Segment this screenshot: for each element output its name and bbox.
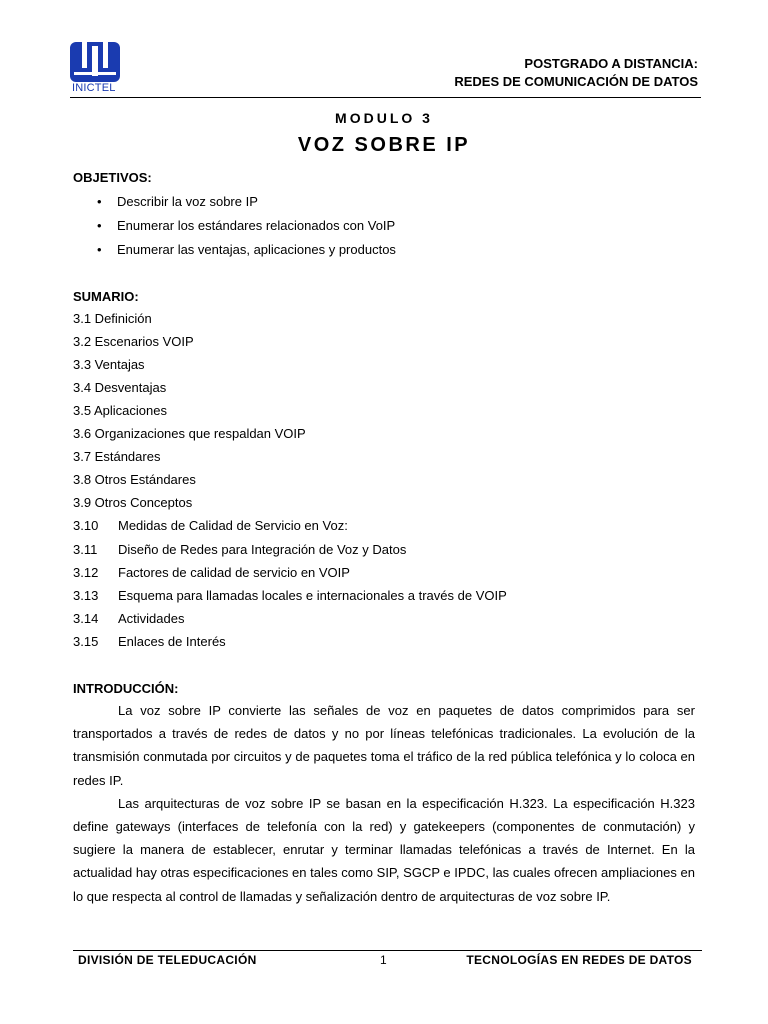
summary-item: 3.14 Actividades	[73, 611, 185, 626]
footer-divider	[73, 950, 702, 951]
summary-item: 3.15 Enlaces de Interés	[73, 634, 226, 649]
header-course: REDES DE COMUNICACIÓN DE DATOS	[454, 74, 698, 89]
summary-item: 3.8 Otros Estándares	[73, 472, 196, 487]
summary-item: 3.12 Factores de calidad de servicio en VOIP	[73, 565, 350, 580]
header-divider	[70, 97, 701, 98]
introduction-body	[73, 699, 695, 908]
summary-item: 3.4 Desventajas	[73, 380, 167, 395]
objective-item: • Describir la voz sobre IP	[97, 194, 258, 209]
objectives-heading: OBJETIVOS:	[73, 170, 152, 185]
summary-item: 3.11 Diseño de Redes para Integración de Voz y Datos	[73, 542, 407, 557]
footer-division: DIVISIÓN DE TELEDUCACIÓN	[78, 953, 257, 967]
module-title: MODULO 3	[335, 110, 433, 126]
summary-item: 3.3 Ventajas	[73, 357, 145, 372]
summary-item: 3.13 Esquema para llamadas locales e internacionales a través de VOIP	[73, 588, 507, 603]
summary-item: 3.7 Estándares	[73, 449, 161, 464]
summary-item: 3.6 Organizaciones que respaldan VOIP	[73, 426, 306, 441]
summary-item: 3.5 Aplicaciones	[73, 403, 167, 418]
paragraph: La voz sobre IP convierte las señales de voz en paquetes de datos comprimidos para ser transportados a través de redes de datos y no por líneas telefónicas tradicionales. La evolución de la transmisión conmutada por circuitos y de paquetes toma el tráfico de la red pública telefónica y lo coloca en redes IP.	[73, 703, 695, 788]
summary-item: 3.2 Escenarios VOIP	[73, 334, 194, 349]
introduction-heading: INTRODUCCIÓN:	[73, 681, 179, 696]
objective-item: • Enumerar los estándares relacionados con VoIP	[97, 218, 396, 233]
logo-text: INICTEL	[72, 82, 116, 94]
summary-item: 3.1 Definición	[73, 311, 152, 326]
page-number: 1	[380, 953, 387, 967]
header-program: POSTGRADO A DISTANCIA:	[524, 56, 698, 71]
footer-course: TECNOLOGÍAS EN REDES DE DATOS	[466, 953, 692, 967]
summary-item: 3.10 Medidas de Calidad de Servicio en Voz:	[73, 518, 348, 533]
paragraph: Las arquitecturas de voz sobre IP se basan en la especificación H.323. La especificación H.323 define gateways (interfaces de telefonía con la red) y gatekeepers (componentes de conmutación) y sugiere la manera de establecer, enrutar y terminar llamadas telefónicas a través de Internet. En la actualidad hay otras especificaciones en tales como SIP, SGCP e IPDC, las cuales ofrecen ampliaciones en lo que respecta al control de llamadas y señalización dentro de arquitecturas de voz sobre IP.	[73, 795, 695, 904]
summary-item: 3.9 Otros Conceptos	[73, 495, 193, 510]
page-title: VOZ SOBRE IP	[297, 134, 471, 156]
objective-item: • Enumerar las ventajas, aplicaciones y productos	[97, 242, 396, 257]
summary-heading: SUMARIO:	[73, 289, 139, 304]
